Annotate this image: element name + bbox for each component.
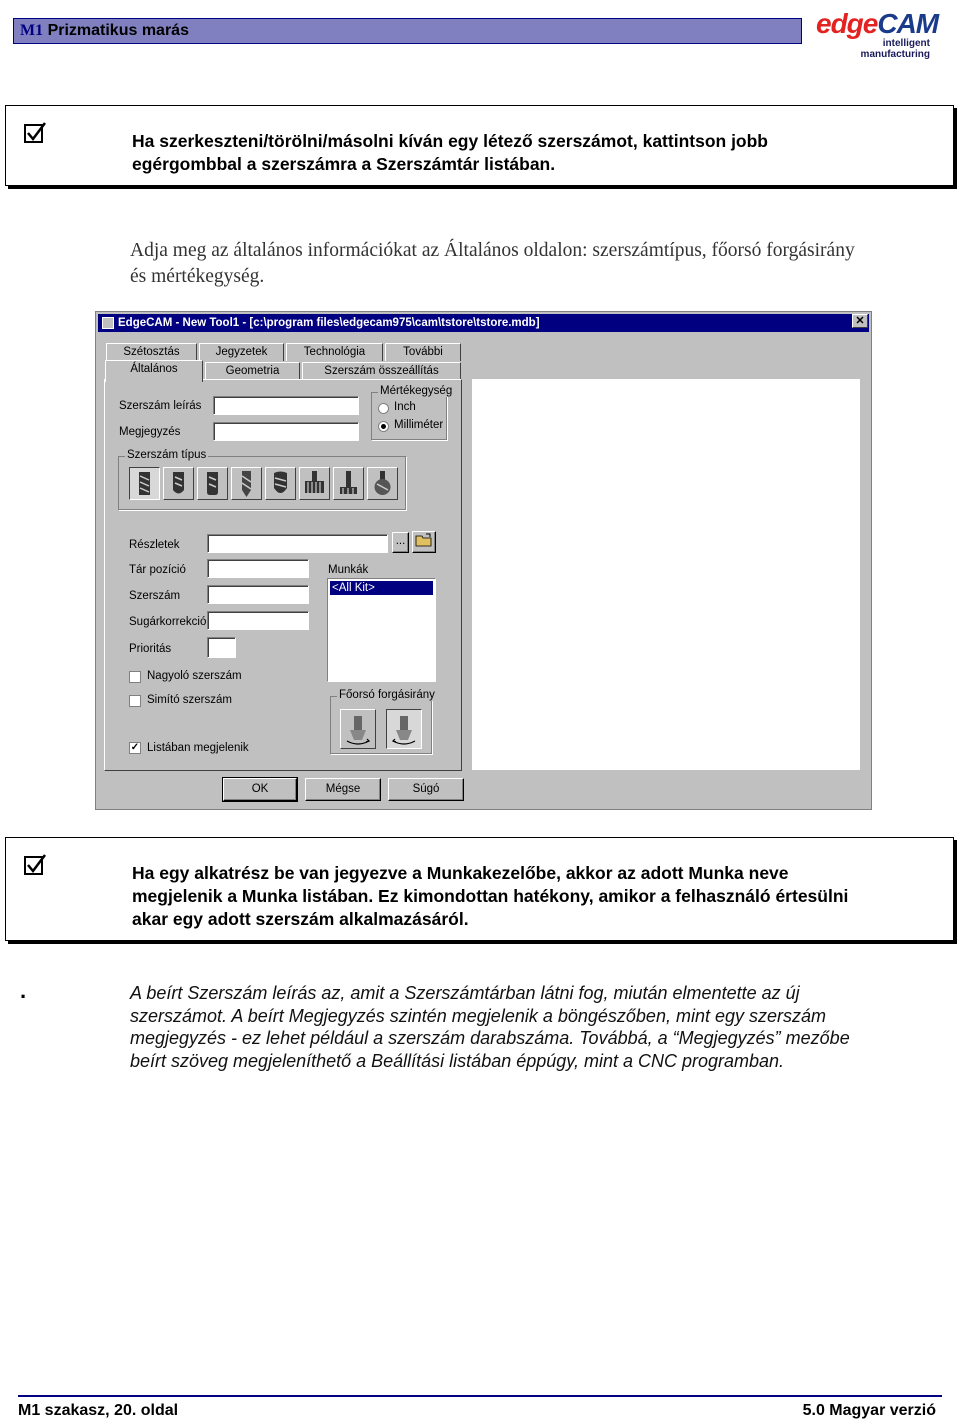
- inch-radio[interactable]: [378, 403, 389, 414]
- bull-nose-icon[interactable]: [197, 467, 228, 500]
- radius-comp-input[interactable]: [207, 611, 309, 630]
- in-list-checkbox[interactable]: ✓: [130, 742, 140, 753]
- tab-more[interactable]: További: [385, 343, 461, 361]
- note-1-line-1: Ha szerkeszteni/törölni/másolni kíván egy létező szerszámot, kattintson jobb: [132, 131, 768, 151]
- logo-tagline-2: manufacturing: [860, 49, 930, 60]
- jobs-list[interactable]: [327, 578, 436, 682]
- details-label: Részletek: [129, 539, 180, 551]
- note-box-2: [5, 837, 954, 941]
- footer-divider: [18, 1395, 942, 1397]
- store-pos-input[interactable]: [207, 559, 309, 578]
- note-1-line-2: egérgombbal a szerszámra a Szerszámtár listában.: [132, 154, 556, 174]
- finish-tool-checkbox[interactable]: [129, 695, 141, 707]
- spindle-ccw-icon[interactable]: [386, 709, 422, 749]
- logo-tagline-1: intelligent: [882, 38, 930, 49]
- tab-tool-assembly[interactable]: Szerszám összeállítás: [302, 362, 461, 380]
- tool-type-group: [118, 449, 406, 510]
- module-code: M1: [20, 22, 44, 39]
- new-tool-dialog: [95, 311, 872, 810]
- edgecam-logo: [816, 8, 946, 60]
- close-icon[interactable]: ✕: [852, 314, 868, 328]
- note-label: Megjegyzés: [119, 426, 181, 438]
- in-list-label: Listában megjelenik: [147, 742, 249, 754]
- tap-icon[interactable]: [265, 467, 296, 500]
- slot-drill-icon[interactable]: [163, 467, 194, 500]
- para-line-4: beírt szöveg megjeleníthető a Beállítási listában éppúgy, mint a CNC programban.: [130, 1051, 785, 1071]
- help-button[interactable]: Súgó: [388, 778, 464, 801]
- spindle-cw-icon[interactable]: [340, 709, 376, 749]
- mm-label: Milliméter: [394, 419, 444, 431]
- inch-label: Inch: [394, 401, 416, 413]
- boring-bar-icon[interactable]: [333, 467, 364, 500]
- footer-section: M1 szakasz, 20. oldal: [18, 1402, 179, 1419]
- dialog-title-bar: [98, 314, 869, 332]
- ok-button[interactable]: OK: [223, 778, 297, 801]
- rough-tool-label: Nagyoló szerszám: [147, 670, 242, 682]
- logo-wordmark: edgeCAM: [816, 8, 939, 39]
- tool-type-label: Szerszám típus: [127, 449, 207, 461]
- list-item[interactable]: <All Kit>: [330, 581, 433, 595]
- app-icon: [102, 317, 114, 329]
- cancel-button[interactable]: Mégse: [305, 778, 381, 801]
- tab-general[interactable]: Általános: [105, 360, 203, 382]
- tab-notes[interactable]: Jegyzetek: [199, 343, 284, 361]
- radius-comp-label: Sugárkorrekció: [129, 616, 207, 628]
- open-folder-icon[interactable]: [412, 531, 436, 553]
- mm-radio[interactable]: [378, 421, 389, 432]
- face-mill-icon[interactable]: [299, 467, 330, 500]
- intro-line-1: Adja meg az általános információkat az Általános oldalon: szerszámtípus, főorsó forgásirány: [130, 240, 855, 261]
- details-browse-button[interactable]: ...: [392, 532, 409, 553]
- intro-line-2: és mértékegység.: [130, 266, 265, 287]
- store-pos-label: Tár pozíció: [129, 564, 186, 576]
- rough-tool-checkbox[interactable]: [129, 671, 141, 683]
- tool-number-label: Szerszám: [129, 590, 181, 602]
- note-input[interactable]: [213, 422, 359, 441]
- page-title: Prizmatikus marás: [47, 22, 189, 39]
- tool-number-input[interactable]: [207, 585, 309, 604]
- units-group: [371, 385, 453, 440]
- tab-technology[interactable]: Technológia: [286, 343, 383, 361]
- footer-version: 5.0 Magyar verzió: [802, 1402, 936, 1419]
- priority-input[interactable]: [207, 637, 236, 658]
- tool-desc-input[interactable]: [213, 396, 359, 415]
- spindle-label: Főorsó forgásirány: [339, 689, 435, 701]
- para-line-3: megjegyzés - ez lehet például a szerszám darabszáma. Továbbá, a “Megjegyzés” mezőbe: [130, 1028, 850, 1048]
- header-bar: [13, 18, 802, 44]
- checkbox-icon: [24, 854, 46, 876]
- checkbox-icon: [24, 122, 46, 144]
- end-mill-icon[interactable]: [129, 467, 160, 500]
- note-box-1: [5, 105, 954, 186]
- jobs-label: Munkák: [328, 564, 369, 576]
- dialog-title: EdgeCAM - New Tool1 - [c:\program files\edgecam975\cam\tstore\tstore.mdb]: [118, 317, 540, 329]
- note-2-line-2: megjelenik a Munka listában. Ez kimondottan hatékony, amikor a felhasználó értesülni: [132, 886, 849, 906]
- ball-mill-icon[interactable]: [367, 467, 398, 500]
- details-input[interactable]: [207, 534, 388, 553]
- priority-label: Prioritás: [129, 643, 172, 655]
- tool-preview-area: [472, 379, 860, 770]
- para-line-1: A beírt Szerszám leírás az, amit a Szerszámtárban látni fog, miután elmentette az új: [130, 983, 800, 1003]
- drill-icon[interactable]: [231, 467, 262, 500]
- note-2-line-1: Ha egy alkatrész be van jegyezve a Munkakezelőbe, akkor az adott Munka neve: [132, 863, 789, 883]
- tool-desc-label: Szerszám leírás: [119, 400, 202, 412]
- tab-distribution[interactable]: Szétosztás: [106, 343, 197, 361]
- finish-tool-label: Simító szerszám: [147, 694, 232, 706]
- tab-geometry[interactable]: Geometria: [205, 362, 300, 380]
- units-label: Mértékegység: [380, 385, 453, 397]
- para-line-2: szerszámot. A beírt Megjegyzés szintén megjelenik a böngészőben, mint egy szerszám: [130, 1006, 826, 1026]
- bullet-dot: .: [20, 978, 27, 1003]
- general-panel: [104, 379, 462, 771]
- note-2-line-3: akar egy adott szerszám alkalmazásáról.: [132, 909, 469, 929]
- spindle-group: [330, 689, 435, 754]
